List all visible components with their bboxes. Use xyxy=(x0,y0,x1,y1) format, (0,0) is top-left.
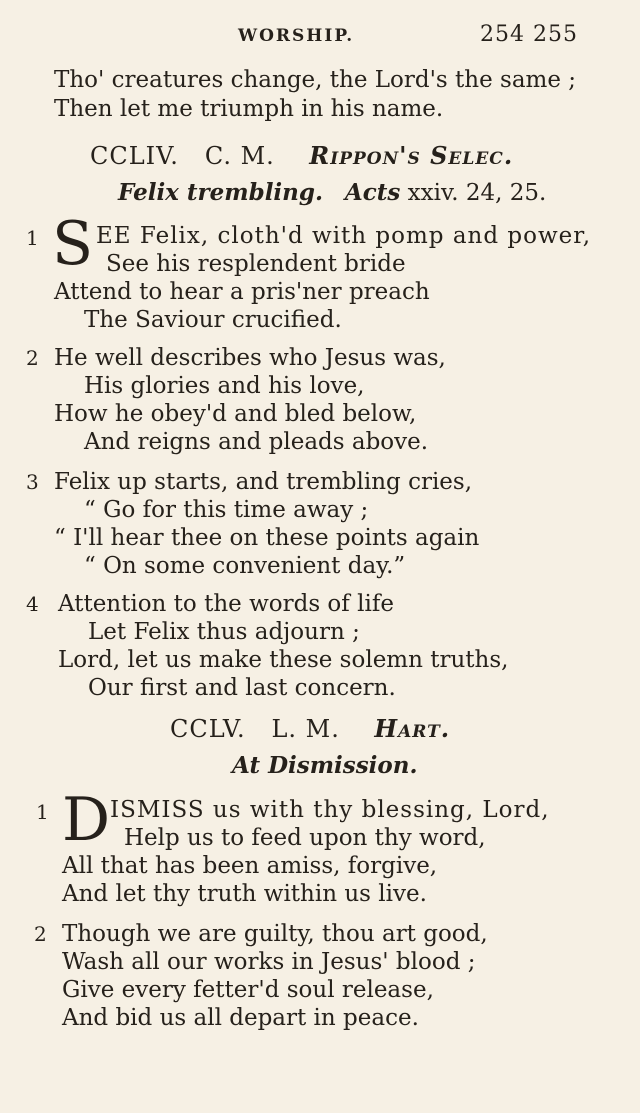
verse-line: Wash all our works in Jesus' blood ; xyxy=(62,949,476,975)
verse-line: Help us to feed upon thy word, xyxy=(124,825,486,851)
continuation-line: Tho' creatures change, the Lord's the same ; xyxy=(54,67,577,93)
hymn-heading xyxy=(170,714,450,743)
running-header-title: WORSHIP. xyxy=(238,26,355,46)
verse-line: The Saviour crucified. xyxy=(84,307,342,333)
verse-line: And reigns and pleads above. xyxy=(84,429,429,455)
continuation-line: Then let me triumph in his name. xyxy=(54,96,444,122)
hymn-title: Felix trembling. xyxy=(118,179,323,206)
hymn-number: CCLV. xyxy=(170,715,246,743)
verse-line: He well describes who Jesus was, xyxy=(54,345,446,371)
verse-number: 4 xyxy=(26,592,39,616)
hymn-meter: C. M. xyxy=(204,142,275,170)
verse-line: Our first and last concern. xyxy=(88,675,396,701)
verse-line: How he obey'd and bled below, xyxy=(54,401,417,427)
verse-number: 2 xyxy=(34,922,47,946)
drop-cap: S xyxy=(52,209,94,279)
verse-number: 2 xyxy=(26,346,39,370)
verse-line: Though we are guilty, thou art good, xyxy=(62,921,488,947)
verse-number: 1 xyxy=(36,800,49,824)
verse-line: EE Felix, cloth'd with pomp and power, xyxy=(96,223,592,249)
verse-line: And bid us all depart in peace. xyxy=(62,1005,419,1031)
verse-line: Let Felix thus adjourn ; xyxy=(88,619,360,645)
hymn-title: At Dismission. xyxy=(232,752,418,779)
drop-cap: D xyxy=(62,785,111,855)
verse-line: His glories and his love, xyxy=(84,373,365,399)
verse-line: ISMISS us with thy blessing, Lord, xyxy=(110,797,550,823)
verse-line: Attention to the words of life xyxy=(58,591,394,617)
verse-line: “ I'll hear thee on these points again xyxy=(54,525,480,551)
verse-line: Felix up starts, and trembling cries, xyxy=(54,469,473,495)
hymn-source: Rippon's Selec. xyxy=(309,141,514,170)
verse-line: See his resplendent bride xyxy=(106,251,406,277)
verse-line: “ On some convenient day.” xyxy=(84,553,406,579)
hymn-meter: L. M. xyxy=(271,715,340,743)
verse-line: Give every fetter'd soul release, xyxy=(62,977,434,1003)
hymn-number: CCLIV. xyxy=(90,142,179,170)
scripture-book: Acts xyxy=(344,179,401,206)
hymn-source: Hart. xyxy=(374,714,451,743)
verse-line: And let thy truth within us live. xyxy=(62,881,427,907)
verse-number: 1 xyxy=(26,226,39,250)
verse-line: Attend to hear a pris'ner preach xyxy=(54,279,430,305)
scripture-verse: xxiv. 24, 25. xyxy=(407,180,547,206)
page-number: 254 255 xyxy=(480,22,578,47)
verse-line: All that has been amiss, forgive, xyxy=(62,853,438,879)
hymn-heading xyxy=(90,141,513,170)
hymn-subtitle xyxy=(118,179,546,206)
verse-line: Lord, let us make these solemn truths, xyxy=(58,647,509,673)
verse-line: “ Go for this time away ; xyxy=(84,497,369,523)
hymn-subtitle xyxy=(232,752,417,779)
verse-number: 3 xyxy=(26,470,39,494)
